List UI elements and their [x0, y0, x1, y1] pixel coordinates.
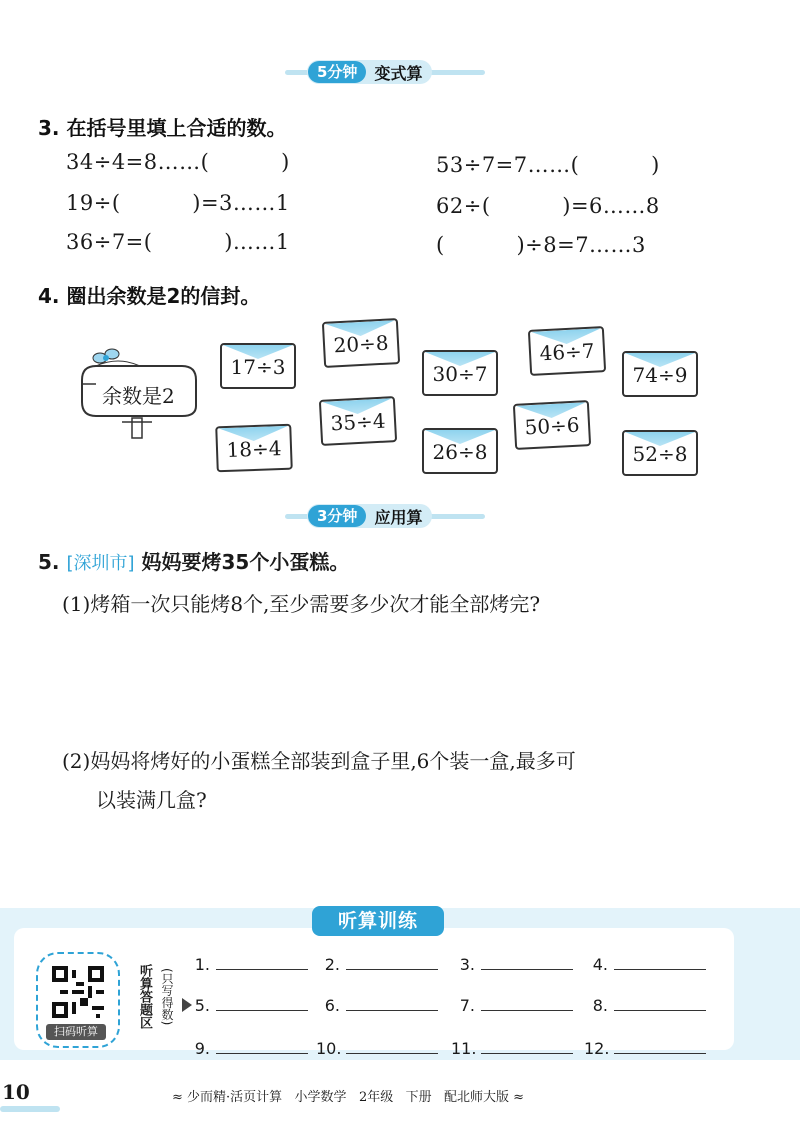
- envelope[interactable]: [422, 350, 498, 396]
- section-time: 3分钟: [308, 505, 366, 527]
- equation: ( )÷8=7……3: [436, 233, 646, 257]
- answer-slot[interactable]: [316, 1039, 438, 1058]
- envelope-expression: 74÷9: [632, 363, 688, 387]
- page-number: 10: [2, 1080, 30, 1104]
- listening-title: 听算训练: [312, 906, 444, 936]
- envelope-expression: 26÷8: [432, 440, 488, 464]
- envelope-expression: 17÷3: [230, 355, 286, 379]
- answer-number: 12.: [584, 1039, 610, 1058]
- envelope[interactable]: [622, 430, 698, 476]
- answer-slot[interactable]: [455, 955, 573, 974]
- subquestion-2-line2: 以装满几盒?: [96, 788, 207, 812]
- envelope-expression: 30÷7: [432, 362, 488, 386]
- answer-slot[interactable]: [588, 996, 706, 1015]
- envelope[interactable]: [422, 428, 498, 474]
- answer-area-label: 听算答题区: [137, 964, 152, 1029]
- answer-area-note: (只写得数): [160, 968, 174, 1026]
- answer-slot[interactable]: [451, 1039, 573, 1058]
- answer-number: 9.: [194, 1039, 210, 1058]
- answer-slot[interactable]: [455, 996, 573, 1015]
- question-3-title: 3. 在括号里填上合适的数。: [38, 116, 287, 140]
- envelope-expression: 52÷8: [632, 442, 688, 466]
- mailbox: [78, 344, 200, 440]
- answer-number: 6.: [324, 996, 340, 1015]
- answer-number: 7.: [459, 996, 475, 1015]
- answer-slot[interactable]: [584, 1039, 706, 1058]
- answer-slot[interactable]: [320, 955, 438, 974]
- envelope[interactable]: [220, 343, 296, 389]
- section-label: 应用算: [374, 507, 423, 527]
- answer-slot[interactable]: [190, 955, 308, 974]
- question-number: 5.: [38, 550, 60, 574]
- envelope-expression: 35÷4: [329, 408, 387, 436]
- question-text: 妈妈要烤35个小蛋糕。: [141, 550, 350, 574]
- equation: 34÷4=8……( ): [66, 150, 290, 174]
- answer-slot[interactable]: [588, 955, 706, 974]
- answer-number: 1.: [194, 955, 210, 974]
- subquestion-2-line1: (2)妈妈将烤好的小蛋糕全部装到盒子里,6个装一盒,最多可: [62, 749, 576, 773]
- section-banner-variant: [285, 60, 485, 84]
- question-5-title: [38, 546, 349, 575]
- envelope-expression: 20÷8: [332, 330, 390, 358]
- equation: 62÷( )=6……8: [436, 194, 660, 218]
- answer-number: 2.: [324, 955, 340, 974]
- region-tag: [深圳市]: [66, 553, 135, 574]
- answer-number: 11.: [451, 1039, 477, 1058]
- envelope[interactable]: [215, 424, 293, 473]
- envelope[interactable]: [528, 326, 606, 376]
- subquestion-1: (1)烤箱一次只能烤8个,至少需要多少次才能全部烤完?: [62, 592, 541, 616]
- answer-number: 10.: [316, 1039, 342, 1058]
- answer-number: 4.: [592, 955, 608, 974]
- qr-code[interactable]: [36, 952, 120, 1048]
- answer-number: 8.: [592, 996, 608, 1015]
- answer-slot[interactable]: [320, 996, 438, 1015]
- envelope[interactable]: [622, 351, 698, 397]
- qr-caption: 扫码听算: [46, 1024, 106, 1040]
- section-time: 5分钟: [308, 61, 366, 83]
- section-banner-application: [285, 504, 485, 528]
- envelope-expression: 46÷7: [538, 338, 596, 366]
- qr-icon: [52, 966, 104, 1018]
- answer-slot[interactable]: [190, 1039, 308, 1058]
- equation: 36÷7=( )……1: [66, 230, 290, 254]
- envelope-expression: 50÷6: [523, 412, 581, 440]
- equation: 19÷( )=3……1: [66, 191, 290, 215]
- answer-number: 5.: [194, 996, 210, 1015]
- envelope[interactable]: [513, 400, 591, 450]
- footer-text: ≈ 少而精·活页计算 小学数学 2年级 下册 配北师大版 ≈: [172, 1090, 525, 1105]
- mailbox-label: 余数是2: [102, 384, 175, 408]
- equation: 53÷7=7……( ): [436, 153, 660, 177]
- region-tag-text: 深圳市: [73, 553, 128, 574]
- envelope[interactable]: [322, 318, 400, 368]
- answer-number: 3.: [459, 955, 475, 974]
- answer-slot[interactable]: [190, 996, 308, 1015]
- envelope-expression: 18÷4: [226, 436, 282, 462]
- footer-wave: [0, 1106, 60, 1112]
- question-4-title: 4. 圈出余数是2的信封。: [38, 284, 261, 308]
- envelope[interactable]: [319, 396, 397, 446]
- section-label: 变式算: [374, 63, 423, 83]
